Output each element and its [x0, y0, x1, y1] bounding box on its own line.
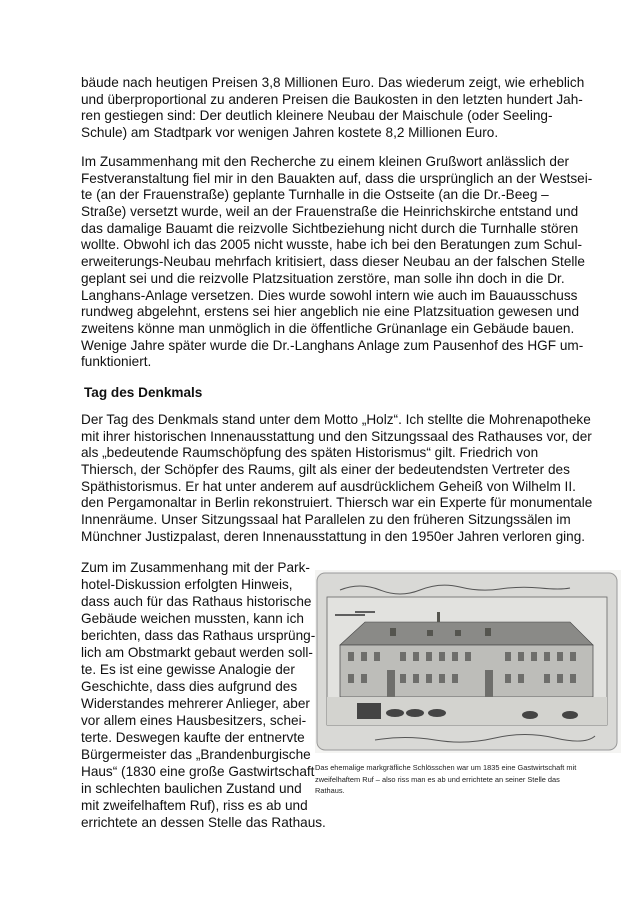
figure-caption: [315, 762, 625, 797]
text-line: in schlechten baulichen Zustand und: [81, 781, 302, 796]
text-line: Langhans-Anlage versetzen. Dies wurde sowohl intern wie auch im Bauausschuss: [81, 287, 578, 303]
text-line: Der Tag des Denkmals stand unter dem Motto „Holz“. Ich stellte die Mohrenapotheke: [81, 412, 591, 427]
paragraph-turnhalle: [81, 154, 592, 371]
text-line: Gebäude weichen mussten, kann ich: [81, 611, 304, 626]
caption-line: Rathaus.: [315, 786, 345, 795]
text-line: ren gestiegen sind: Der deutlich kleinere Neubau der Maischule (oder Seeling-: [81, 108, 553, 124]
historic-engraving-image: [315, 570, 621, 753]
text-line: Widerstandes mehrerer Anlieger, aber: [81, 696, 310, 711]
text-line: dass auch für das Rathaus historische: [81, 594, 312, 609]
text-line: Schule) am Stadtpark vor wenigen Jahren kostete 8,2 Millionen Euro.: [81, 125, 499, 141]
text-line: berichten, dass das Rathaus ursprüng-: [81, 628, 316, 643]
text-line: Im Zusammenhang mit den Recherche zu einem kleinen Grußwort anlässlich der: [81, 154, 570, 169]
text-line: hotel-Diskussion erfolgten Hinweis,: [81, 577, 293, 592]
text-line: Zum im Zusammenhang mit der Park-: [81, 560, 310, 575]
text-line: lich am Obstmarkt gebaut werden soll-: [81, 645, 313, 660]
text-line: funktioniert.: [81, 354, 152, 370]
text-line: zweitens könne man unmöglich in die öffentliche Grünanlage ein Gebäude bauen.: [81, 320, 575, 336]
text-line: Haus“ (1830 eine große Gastwirtschaft: [81, 764, 315, 779]
text-line: Innenräume. Unser Sitzungssaal hat Parallelen zu den früheren Sitzungssälen im: [81, 512, 571, 528]
text-line: terte. Deswegen kaufte der entnervte: [81, 730, 305, 745]
section-heading: Tag des Denkmals: [84, 385, 203, 400]
text-line: te. Es ist eine gewisse Analogie der: [81, 662, 295, 677]
text-line: Bürgermeister das „Brandenburgische: [81, 747, 311, 762]
text-line: mit ihrer historischen Innenausstattung und den Sitzungssaal des Rathauses vor, der: [81, 428, 592, 444]
text-line: wollte. Obwohl ich das 2005 nicht wusste, habe ich bei den Beratungen zum Schul-: [81, 237, 582, 253]
paragraph-denkmal: [81, 412, 592, 546]
text-line: Festveranstaltung fiel mir in den Bauakten auf, dass die ursprünglich an der Westsei-: [81, 170, 593, 186]
text-line: bäude nach heutigen Preisen 3,8 Millionen Euro. Das wiederum zeigt, wie erheblich: [81, 75, 585, 90]
text-line: erweiterungs-Neubau mehrfach kritisiert, dass dieser Neubau an der falschen Stelle: [81, 254, 585, 270]
caption-line: zweifelhaftem Ruf – also riss man es ab und errichtete an seiner Stelle das: [315, 774, 560, 784]
text-line: geplant sei und die reizvolle Platzsituation zerstöre, man solle ihn doch in die Dr.: [81, 270, 565, 286]
caption-line: Das ehemalige markgräfliche Schlösschen war um 1835 eine Gastwirtschaft mit: [315, 763, 577, 772]
text-line: Straße) versetzt wurde, weil an der Frauenstraße die Heinrichskirche entstand und: [81, 204, 579, 220]
text-line: Späthistorismus. Er hat unter anderem auf ausdrücklichem Geheiß von Wilhelm II.: [81, 478, 576, 494]
text-line: errichtete an dessen Stelle das Rathaus.: [81, 815, 326, 830]
text-line: das damalige Bauamt die reizvolle Sichtbeziehung nicht durch die Turnhalle stören: [81, 220, 579, 236]
text-line: Wenige Jahre später wurde die Dr.-Langhans Anlage zum Pausenhof des HGF um-: [81, 337, 584, 353]
text-line: vor allem eines Hausbesitzers, schei-: [81, 713, 307, 728]
text-line: als „bedeutende Raumschöpfung des späten Historismus“ gilt. Friedrich von: [81, 445, 539, 461]
text-line: rundweg abgelehnt, erstens sei hier angeblich nie eine Platzsituation gewesen und: [81, 304, 580, 320]
text-line: Münchner Justizpalast, deren Innenausstattung in den 1950er Jahren verloren ging.: [81, 528, 586, 544]
text-line: te (an der Frauenstraße) geplante Turnhalle in die Ostseite (an die Dr.-Beeg –: [81, 187, 549, 203]
text-line: und überproportional zu anderen Preisen die Baukosten in den letzten hundert Jah-: [81, 91, 583, 107]
paragraph-costs: [81, 75, 584, 142]
text-line: Thiersch, der Schöpfer des Raums, gilt als einer der bedeutendsten Vertreter des: [81, 462, 570, 478]
paragraph-rathaus: [81, 559, 326, 831]
text-line: den Pergamonaltar in Berlin rekonstruiert. Thiersch war ein Experte für monumentale: [81, 495, 593, 511]
text-line: mit zweifelhaftem Ruf), riss es ab und: [81, 798, 308, 813]
text-line: Geschichte, dass dies aufgrund des: [81, 679, 298, 694]
